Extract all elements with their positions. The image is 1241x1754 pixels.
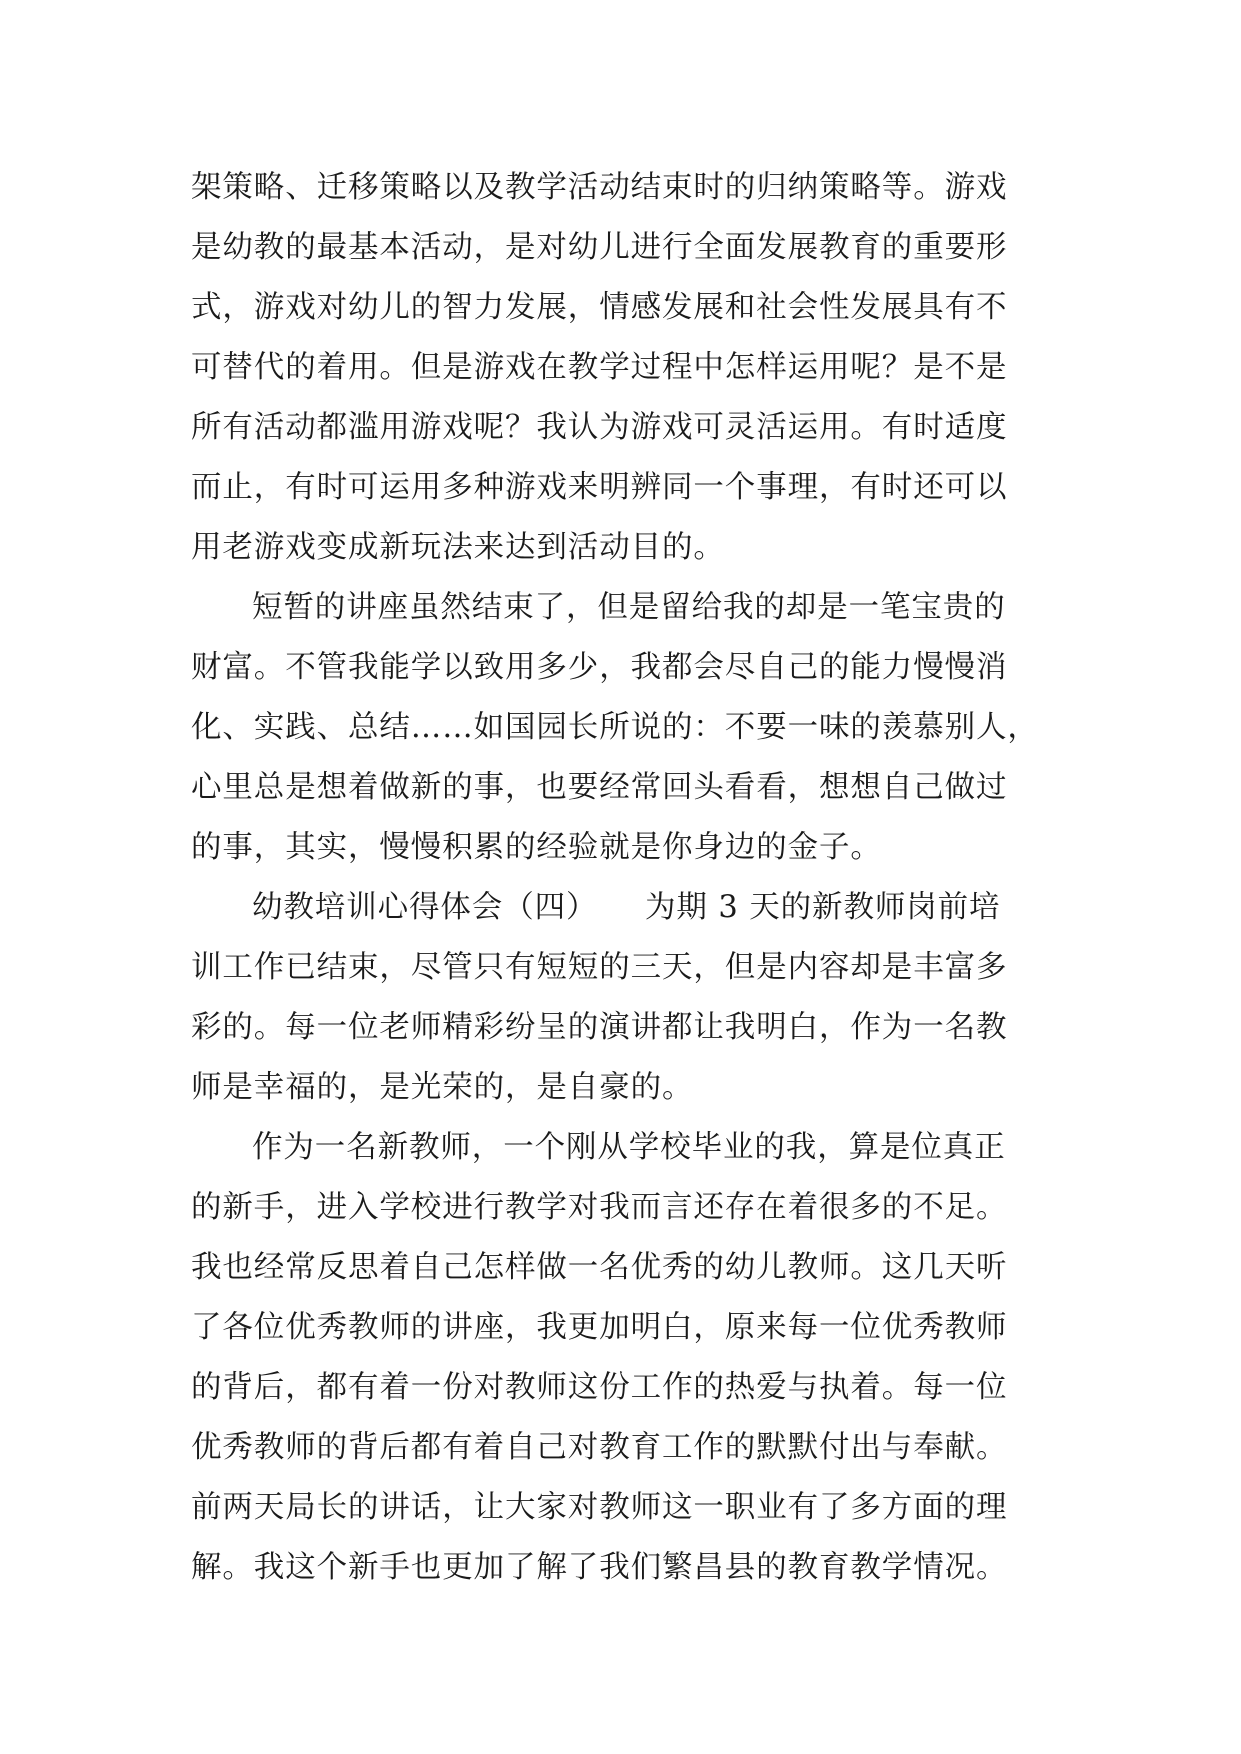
text-line: 师是幸福的，是光荣的，是自豪的。 (191, 1070, 694, 1105)
text-line: 的新手，进入学校进行教学对我而言还存在着很多的不足。 (191, 1190, 1008, 1225)
text-line: 化、实践、总结……如国园长所说的：不要一味的羡慕别人， (191, 710, 1039, 745)
text-line: 的事，其实，慢慢积累的经验就是你身边的金子。 (191, 830, 882, 865)
text-line: 前两天局长的讲话，让大家对教师这一职业有了多方面的理 (191, 1490, 1008, 1525)
text-line: 式，游戏对幼儿的智力发展，情感发展和社会性发展具有不 (191, 290, 1008, 325)
paragraph-4 (191, 1118, 1071, 1598)
paragraph-1 (191, 158, 1071, 578)
text-line: 彩的。每一位老师精彩纷呈的演讲都让我明白，作为一名教 (191, 1010, 1008, 1045)
text-line: 作为一名新教师，一个刚从学校毕业的我，算是位真正 (252, 1130, 1006, 1165)
text-line: 架策略、迁移策略以及教学活动结束时的归纳策略等。游戏 (191, 170, 1008, 205)
text-line: 的背后，都有着一份对教师这份工作的热爱与执着。每一位 (191, 1370, 1008, 1405)
text-line: 是幼教的最基本活动，是对幼儿进行全面发展教育的重要形 (191, 230, 1008, 265)
text-line: 而止，有时可运用多种游戏来明辨同一个事理，有时还可以 (191, 470, 1008, 505)
text-line: 短暂的讲座虽然结束了，但是留给我的却是一笔宝贵的 (252, 590, 1006, 625)
text-line: 幼教培训心得体会（四） 为期 3 天的新教师岗前培 (252, 890, 1001, 925)
text-line: 用老游戏变成新玩法来达到活动目的。 (191, 530, 725, 565)
text-line: 可替代的着用。但是游戏在教学过程中怎样运用呢？是不是 (191, 350, 1008, 385)
text-line: 财富。不管我能学以致用多少，我都会尽自己的能力慢慢消 (191, 650, 1008, 685)
text-line: 优秀教师的背后都有着自己对教育工作的默默付出与奉献。 (191, 1430, 1008, 1465)
text-line: 我也经常反思着自己怎样做一名优秀的幼儿教师。这几天听 (191, 1250, 1008, 1285)
paragraph-2 (191, 578, 1071, 878)
text-line: 训工作已结束，尽管只有短短的三天，但是内容却是丰富多 (191, 950, 1008, 985)
text-line: 心里总是想着做新的事，也要经常回头看看，想想自己做过 (191, 770, 1008, 805)
text-line: 了各位优秀教师的讲座，我更加明白，原来每一位优秀教师 (191, 1310, 1008, 1345)
text-line: 所有活动都滥用游戏呢？我认为游戏可灵活运用。有时适度 (191, 410, 1008, 445)
document-body (191, 158, 1071, 1598)
paragraph-3 (191, 878, 1071, 1118)
text-line: 解。我这个新手也更加了解了我们繁昌县的教育教学情况。 (191, 1550, 1008, 1585)
